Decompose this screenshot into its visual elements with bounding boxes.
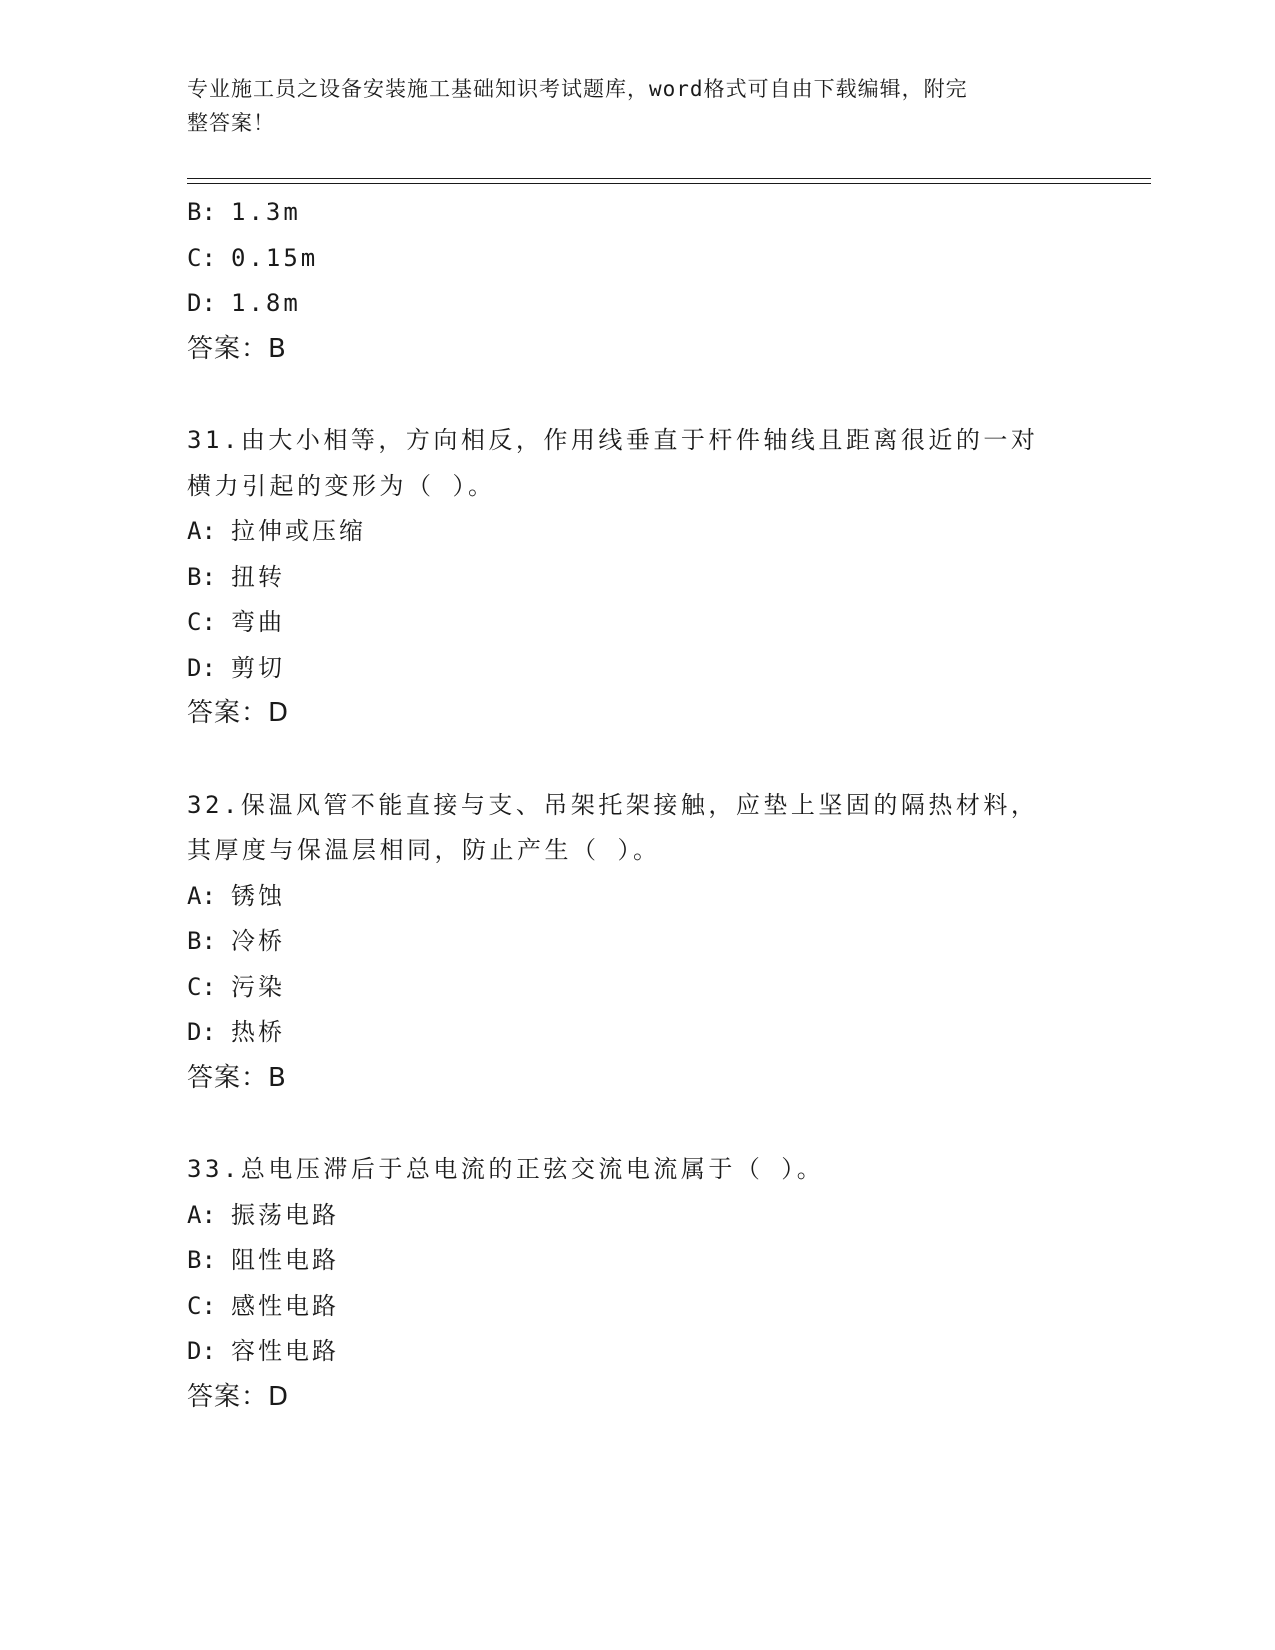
option-text: 扭转 [231, 562, 285, 591]
option-text: 冷桥 [231, 927, 285, 955]
option-letter: B: [187, 927, 216, 955]
option-letter: D: [187, 653, 216, 682]
option-letter: C: [187, 1291, 216, 1320]
option-text: 0.15m [231, 243, 319, 272]
question-stem-line-2: 横力引起的变形为（ ）。 [187, 471, 496, 500]
option-b [187, 919, 1087, 965]
question-stem-line-1: 31.由大小相等，方向相反，作用线垂直于杆件轴线且距离很近的一对 [187, 426, 1039, 454]
question-stem-line-1: 32.保温风管不能直接与支、吊架托架接触，应垫上坚固的隔热材料， [187, 790, 1039, 819]
option-d [187, 646, 1087, 692]
option-text: 阻性电路 [231, 1246, 339, 1274]
option-letter: C: [187, 972, 216, 1001]
question-32 [187, 783, 1087, 1102]
option-b [187, 1238, 1087, 1284]
option-text: 振荡电路 [231, 1200, 339, 1229]
question-31 [187, 418, 1087, 737]
option-letter: B: [187, 562, 216, 591]
option-b [187, 555, 1087, 601]
header-divider-top [187, 178, 1151, 179]
option-text: 污染 [231, 972, 285, 1001]
option-text: 感性电路 [231, 1291, 339, 1320]
header-divider-bottom [187, 183, 1151, 184]
document-header [187, 72, 1067, 140]
option-letter: C: [187, 608, 216, 636]
option-d [187, 1329, 1087, 1375]
option-text: 容性电路 [231, 1337, 339, 1365]
answer-line: 答案：D [187, 1381, 290, 1412]
option-c [187, 236, 1087, 282]
option-letter: A: [187, 881, 216, 910]
option-a [187, 874, 1087, 920]
option-text: 1.3m [231, 198, 301, 226]
question-stem-line-1: 33.总电压滞后于总电流的正弦交流电流属于（ ）。 [187, 1155, 825, 1183]
option-letter: A: [187, 517, 216, 545]
option-letter: D: [187, 1337, 216, 1365]
option-text: 拉伸或压缩 [231, 517, 366, 545]
answer-line: 答案：B [187, 1062, 287, 1093]
answer-line: 答案：B [187, 333, 287, 364]
question-33 [187, 1147, 1087, 1420]
option-c [187, 1284, 1087, 1330]
option-text: 锈蚀 [231, 881, 285, 910]
option-letter: C: [187, 243, 216, 272]
answer-line: 答案：D [187, 698, 290, 728]
option-a [187, 1193, 1087, 1239]
option-a [187, 509, 1087, 555]
option-d [187, 1010, 1087, 1056]
option-letter: D: [187, 1018, 216, 1046]
option-letter: A: [187, 1200, 216, 1229]
option-text: 1.8m [231, 289, 301, 317]
option-d [187, 281, 1087, 327]
header-line-2: 整答案！ [187, 111, 275, 135]
option-c [187, 600, 1087, 646]
option-text: 剪切 [231, 653, 285, 682]
option-letter: D: [187, 289, 216, 317]
option-text: 热桥 [231, 1018, 285, 1046]
option-b [187, 190, 1087, 236]
question-content [187, 190, 1087, 1420]
header-line-1: 专业施工员之设备安装施工基础知识考试题库，word格式可自由下载编辑，附完 [187, 77, 968, 101]
option-letter: B: [187, 198, 216, 226]
question-stem-line-2: 其厚度与保温层相同，防止产生（ ）。 [187, 836, 661, 864]
option-c [187, 965, 1087, 1011]
previous-question-tail [187, 190, 1087, 372]
option-text: 弯曲 [231, 608, 285, 636]
option-letter: B: [187, 1246, 216, 1274]
